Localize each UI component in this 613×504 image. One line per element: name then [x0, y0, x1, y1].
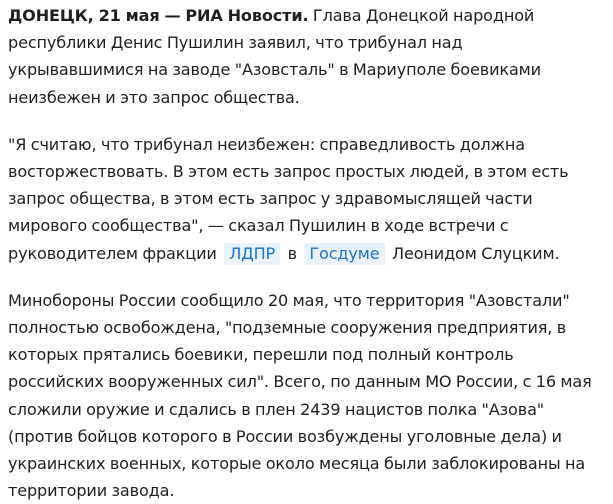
dateline: ДОНЕЦК, 21 мая — РИА Новости. — [8, 6, 309, 25]
quote-middle-text: в — [287, 243, 297, 263]
tag-ldpr-link[interactable]: ЛДПР — [224, 243, 280, 265]
quote-text: "Я считаю, что трибунал неизбежен: справедливость должна восторжествовать. В этом есть запрос простых людей, в этом есть запрос общества, в этом есть запрос у здравомыслящей части мирового сообщества", — сказал Пушилин в ходе встречи с руководителем фракции — [8, 134, 569, 263]
lead-text: Глава Донецкой народной республики Денис Пушилин заявил, что трибунал над укрывавшимися на заводе "Азовсталь" в Мариуполе боевиками неизбежен и это запрос общества. — [8, 6, 541, 107]
tag-gosduma-link[interactable]: Госдуме — [304, 243, 384, 265]
ministry-paragraph: Минобороны России сообщило 20 мая, что территория "Азовстали" полностью освобождена, "подземные сооружения предприятия, в которых прятались боевики, перешли под полный контроль российских вооруженных сил". Всего, по данным МО России, с 16 мая сложили оружие и сдались в плен 2439 нацистов полка "Азова" (против бойцов которого в России возбуждены уголовные дела) и украинских военных, которые около месяца были заблокированы на территории завода. — [8, 290, 592, 501]
quote-end-text: Леонидом Слуцким. — [392, 243, 560, 263]
lead-paragraph — [8, 2, 600, 111]
quote-paragraph — [8, 131, 600, 267]
